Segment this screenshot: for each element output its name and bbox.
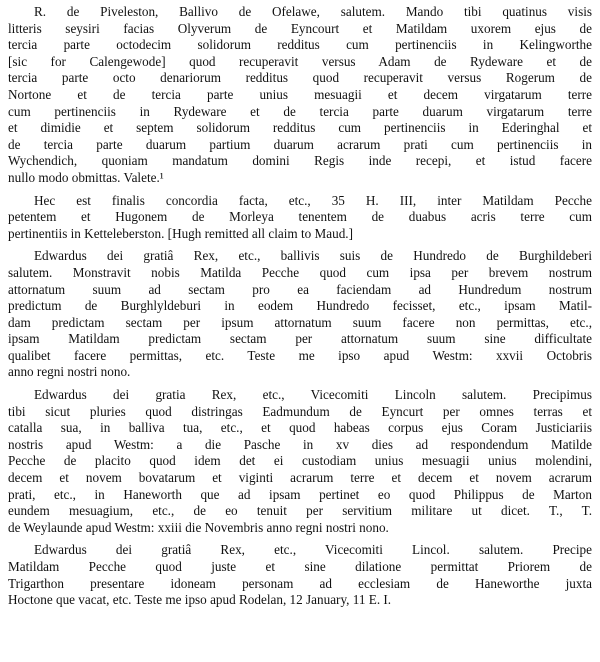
text-line: Trigarthon presentare idoneam personam ad ecclesiam de Haneworthe juxta [8, 575, 592, 591]
text-line: cum pertinenciis in Rydeware et de tercia parte duarum virgatarum terre [8, 103, 592, 119]
text-line: eundem mesuagium, etc., de eo tenuit per servitium militare ut dicet. T., T. [8, 503, 592, 519]
text-line: predictum de Burghlyldeburi in eodem Hundredo fecisset, etc., ipsam Matil- [8, 298, 592, 314]
text-line: litteris seysiri facias Olyverum de Eyncourt et Matildam uxorem ejus de [8, 20, 592, 36]
text-line: prati, etc., in Haneworth que ad ipsam pertinet eo quod Philippus de Marton [8, 486, 592, 502]
text-line: ipsam Matildam predictam sectam per attornatum suum sine difficultate [8, 331, 592, 347]
text-line: nullo modo obmittas. Valete.¹ [8, 169, 164, 185]
text-line: tercia parte octo denariorum redditus quod recuperavit versus Rogerum de [8, 70, 592, 86]
text-line: Edwardus dei gratiâ Rex, etc., Vicecomiti Lincol. salutem. Precipe [34, 542, 592, 558]
text-line: Matildam Pecche quod juste et sine dilatione permittat Priorem de [8, 559, 592, 574]
text-line: nostris apud Westm: a die Pasche in xv dies ad respondendum Matilde [8, 436, 592, 452]
text-line: petentem et Hugonem de Morleya tenentem de duabus acris terre cum [8, 209, 592, 225]
text-line: decem et novem bovatarum et viginti acrarum terre et decem et novem acrarum [8, 470, 592, 486]
text-line: Nortone et de tercia parte unius mesuagii et decem virgatarum terre [8, 86, 592, 102]
text-line: de Weylaunde apud Westm: xxiii die Novembris anno regni nostri nono. [8, 519, 389, 535]
text-line: Edwardus dei gratia Rex, etc., Vicecomiti Lincoln salutem. Precipimus [34, 387, 592, 403]
text-line: [sic for Calengewode] quod recuperavit versus Adam de Rydeware et de [8, 53, 592, 69]
text-line: tibi sicut pluries quod distringas Eadmundum de Eyncurt per omnes terras et [8, 403, 592, 419]
document-paragraph [8, 542, 592, 608]
text-line: dam predictam sectam per ipsum attornatum suum facere non permittas, etc., [8, 314, 592, 330]
text-line: Hoctone que vacat, etc. Teste me ipso apud Rodelan, 12 January, 11 E. I. [8, 592, 392, 608]
text-line: attornatum suum ad sectam pro ea faciendam ad Hundredum nostrum [8, 281, 592, 297]
document-paragraph [8, 193, 592, 243]
text-line: Wychendich, quoniam mandatum domini Regis inde recepi, et istud facere [8, 153, 592, 169]
text-line: tercia parte octodecim solidorum redditus cum pertinenciis in Kelingworthe [8, 37, 592, 53]
text-line: Pecche de placito quod idem det ei custodiam unius mesuagii unius molendini, [8, 453, 592, 469]
text-line: Edwardus dei gratiâ Rex, etc., ballivis suis de Hundredo de Burghildeberi [34, 248, 592, 264]
document-paragraph [8, 4, 592, 187]
text-line: salutem. Monstravit nobis Matilda Pecche quod cum ipsa per brevem nostrum [8, 264, 592, 280]
document-paragraph [8, 387, 592, 536]
text-line: qualibet facere permittas, etc. Teste me ipso apud Westm: xxvii Octobris [8, 347, 592, 363]
text-line: anno regni nostri nono. [8, 364, 131, 380]
text-line: pertinentiis in Ketteleberston. [Hugh remitted all claim to Maud.] [8, 225, 353, 241]
text-line: catalla sua, in balliva tua, etc., et quod habeas corpus ejus Coram Justiciariis [8, 420, 592, 436]
text-line: Hec est finalis concordia facta, etc., 35 H. III, inter Matildam Pecche [34, 192, 592, 208]
document-paragraph [8, 248, 592, 381]
text-line: de tercia parte duarum partium duarum acrarum prati cum pertinenciis in [8, 136, 592, 152]
text-line: et dimidie et septem solidorum redditus cum pertinenciis in Ederinghal et [8, 120, 592, 136]
text-line: R. de Piveleston, Ballivo de Ofelawe, salutem. Mando tibi quatinus visis [34, 4, 592, 19]
